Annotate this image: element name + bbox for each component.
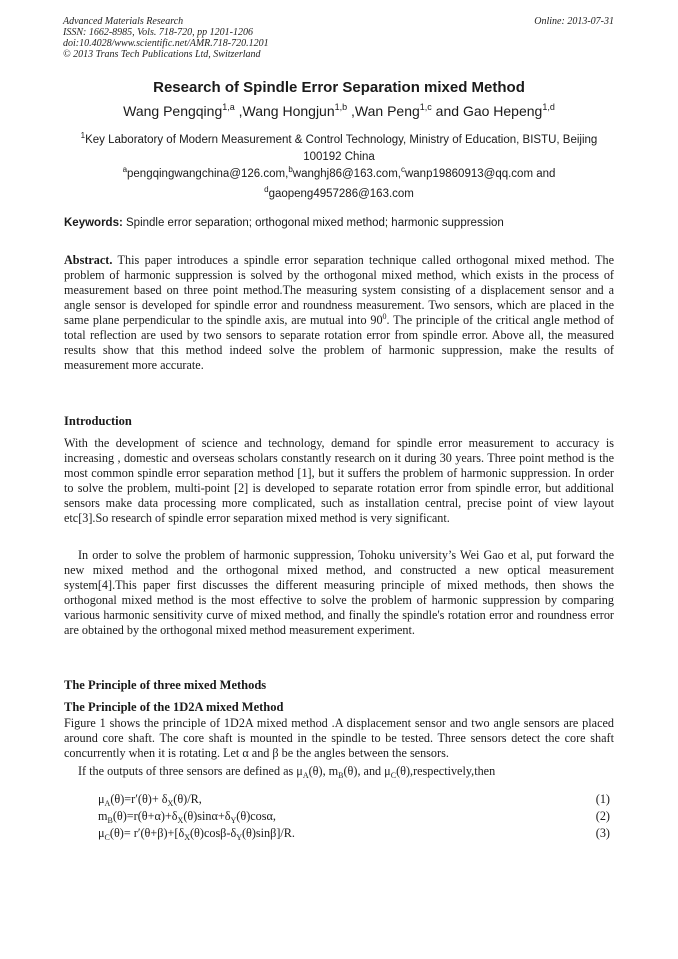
- equation-subscript: X: [177, 816, 184, 825]
- equation-body: [98, 809, 276, 823]
- author-name: Wang Hongjun: [242, 103, 335, 119]
- author-name: Wang Pengqing: [123, 103, 223, 119]
- journal-copyright: © 2013 Trans Tech Publications Ltd, Switzerland: [63, 49, 261, 60]
- introduction-paragraph: With the development of science and technology, demand for spindle error measurement to accuracy is increasing , domestic and overseas scholars constantly research on it during 30 years. Three point method is the most common spindle error separation method [1], but it suffers the problem of harmonic suppression. In order to solve the problem, multi-point [2] is developed to separate rotation error from spindle error, but additional sensors make data processing more complicated, such as installation central, precise point of view layout etc[3].So research of spindle error separation mixed method is very significant.: [64, 436, 614, 525]
- equation-2: [98, 809, 610, 824]
- equation-body: [98, 792, 202, 806]
- author-name: Wan Peng: [354, 103, 420, 119]
- abstract-degree-sup: 0: [382, 312, 387, 321]
- keywords-label: Keywords:: [64, 217, 123, 229]
- journal-name: Advanced Materials Research: [63, 16, 184, 27]
- equation-number: (2): [595, 809, 610, 823]
- principle-paragraph: Figure 1 shows the principle of 1D2A mixed method .A displacement sensor and two angle sensors are placed around core shaft. The core shaft is mounted in the spindle to be tested. Three sensors detect the core shaft concurrently when it is rotating. Let α and β be the angles between the sensors.: [64, 716, 614, 760]
- online-date: Online: 2013-07-31: [534, 16, 614, 27]
- abstract-label: Abstract.: [64, 253, 113, 267]
- author-list: [0, 102, 678, 120]
- equation-text: (θ)/R,: [173, 792, 202, 806]
- email-c: wanp19860913@qq.com and: [404, 168, 556, 180]
- equation-subscript: X: [167, 799, 174, 808]
- equation-number: (1): [595, 792, 610, 806]
- author-separator: and: [431, 103, 463, 119]
- author-sup: 1,d: [542, 102, 555, 112]
- email-sup: a: [122, 165, 128, 174]
- equation-subscript: Y: [236, 833, 242, 842]
- equation-3: [98, 826, 610, 841]
- equation-subscript: A: [104, 799, 111, 808]
- author-sup: 1,b: [334, 102, 348, 112]
- subscript: B: [338, 771, 344, 780]
- section-heading-introduction: Introduction: [64, 414, 132, 428]
- text-run: (θ), m: [308, 764, 339, 778]
- abstract-text: This paper introduces a spindle error separation technique called orthogonal mixed method. The problem of harmonic suppression is solved by the orthogonal mixed method, which exists in the process of measurement based on three point method.The measuring system consisting of a displacement sensor and a angle sensor is developed for spindle error and roundness measurement. Two sensors, which are placed in the same plane perpendicular to the spindle axis, are mutual into 90: [64, 253, 614, 327]
- email-line-1: [0, 167, 678, 181]
- author-sup: 1,c: [419, 102, 432, 112]
- journal-issn: ISSN: 1662-8985, Vols. 718-720, pp 1201-1206: [63, 27, 253, 38]
- equation-text: (θ)=r(θ+α)+δ: [112, 809, 178, 823]
- equation-text: m: [98, 809, 108, 823]
- section-heading-three-mixed: The Principle of three mixed Methods: [64, 678, 267, 692]
- equation-1: [98, 792, 610, 807]
- keywords: [64, 216, 616, 230]
- text-run: (θ), and μ: [343, 764, 391, 778]
- keywords-text: Spindle error separation; orthogonal mixed method; harmonic suppression: [126, 217, 504, 229]
- equation-text: (θ)= r′(θ+β)+[δ: [109, 826, 185, 840]
- equation-subscript: Y: [230, 816, 237, 825]
- abstract: [64, 253, 614, 373]
- author-separator: ,: [347, 103, 355, 119]
- principle-paragraph: [64, 764, 614, 779]
- equation-subscript: X: [184, 833, 190, 842]
- subscript: A: [302, 771, 309, 780]
- equation-subscript: B: [107, 816, 113, 825]
- paper-title: Research of Spindle Error Separation mixed Method: [153, 79, 525, 96]
- equation-subscript: C: [104, 833, 110, 842]
- equation-text: (θ)sinβ]/R.: [241, 826, 295, 840]
- email-sup: b: [288, 165, 293, 174]
- email-b: wanghj86@163.com,: [292, 168, 401, 180]
- author-sup: 1,a: [222, 102, 235, 112]
- abstract-text-cont: . The principle of the critical angle method of total reflection are used by two sensors to separate rotation error from spindle error. Above all, the measured results show that this method indeed solve the problem of harmonic suppression, make the results of measurement more accurate.: [64, 313, 614, 372]
- email-sup: d: [264, 185, 269, 194]
- affiliation: [75, 132, 603, 166]
- author-separator: ,: [234, 103, 243, 119]
- email-sup: c: [400, 165, 405, 174]
- subsection-heading-1d2a: The Principle of the 1D2A mixed Method: [64, 700, 284, 714]
- journal-header: [63, 16, 269, 60]
- email-d: gaopeng4957286@163.com: [268, 188, 414, 200]
- equation-body: [98, 826, 295, 840]
- introduction-paragraph: In order to solve the problem of harmonic suppression, Tohoku university’s Wei Gao et al, put forward the new mixed method and the orthogonal mixed method, and constructed a new optical measurement system[4].This paper first discusses the different measuring principle of mixed methods, then shows the orthogonal mixed method is the most effective to solve the problem of harmonic suppression by comparing various harmonic sensitivity curve of mixed method, and finally the spindle's rotation error and roundness error are obtained by the orthogonal mixed method measurement experiment.: [64, 548, 614, 637]
- affiliation-sup: 1: [80, 131, 86, 140]
- author-name: Gao Hepeng: [462, 103, 543, 119]
- text-run: If the outputs of three sensors are defined as μ: [78, 764, 303, 778]
- equation-number: (3): [595, 826, 610, 840]
- equation-text: (θ)sinα+δ: [183, 809, 231, 823]
- journal-doi: doi:10.4028/www.scientific.net/AMR.718-720.1201: [63, 38, 269, 49]
- equation-text: (θ)cosα,: [236, 809, 276, 823]
- subscript: C: [390, 771, 397, 780]
- equation-text: (θ)cosβ-δ: [189, 826, 237, 840]
- equation-text: (θ)=r′(θ)+ δ: [110, 792, 168, 806]
- email-a: pengqingwangchina@126.com,: [127, 168, 289, 180]
- text-run: (θ),respectively,then: [396, 764, 496, 778]
- equation-text: μ: [98, 826, 105, 840]
- affiliation-text: Key Laboratory of Modern Measurement & Control Technology, Ministry of Education, BISTU, Beijing 100192 China: [85, 134, 598, 163]
- email-line-2: [0, 187, 678, 201]
- equation-text: μ: [98, 792, 105, 806]
